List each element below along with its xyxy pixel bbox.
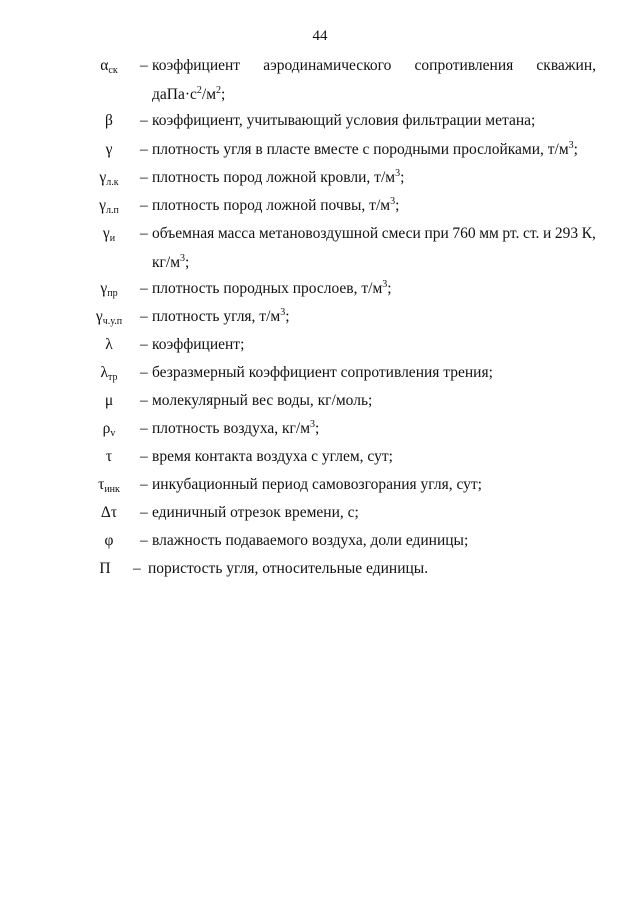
definition: плотность угля, $т/м^3$; (152, 307, 290, 325)
definition: коэффициент; (152, 336, 245, 353)
dash: – (140, 197, 148, 214)
definition: безразмерный коэффициент сопротивления трения; (152, 364, 493, 381)
definition: время контакта воздуха с углем, сут; (152, 448, 393, 465)
symbol: φ (104, 532, 114, 549)
definition: плотность пород ложной почвы, $т/м^3$; (152, 196, 400, 214)
dash: – (140, 280, 148, 297)
symbol: $\tau_{инк}$ (98, 476, 120, 495)
symbol: $\lambda_{тр}$ (100, 364, 118, 383)
dash: – (140, 225, 148, 242)
definition: единичный отрезок времени, с; (152, 504, 359, 521)
definition: плотность породных прослоев, $т/м^3$; (152, 279, 392, 297)
dash: – (140, 308, 148, 325)
symbol: $\gamma_{ч.у.п}$ (95, 308, 123, 327)
dash: – (140, 420, 148, 437)
dash: – (140, 448, 148, 465)
symbol: γ (105, 141, 113, 158)
symbol: $\gamma_и$ (102, 225, 116, 244)
symbol: β (105, 112, 113, 129)
symbol: Δτ (100, 504, 118, 521)
dash: – (140, 141, 148, 158)
definition: молекулярный вес воды, кг/моль; (152, 392, 373, 409)
definition: объемная масса метановоздушной смеси при 760 мм рт. ст. и 293 К, $кг/м^3$; (152, 225, 596, 271)
dash: – (140, 336, 148, 353)
symbol: $\gamma_{л.к}$ (99, 169, 119, 188)
dash: – (140, 392, 148, 409)
dash: – (140, 169, 148, 186)
definition: пористость угля, относительные единицы. (148, 560, 429, 577)
dash: – (140, 112, 148, 129)
page-number: 44 (312, 28, 328, 44)
symbol: $\alpha_{ск}$ (100, 57, 118, 76)
definition: плотность угля в пласте вместе с породными прослойками, $т/м^3$; (152, 140, 578, 158)
symbol: $\gamma_{пр}$ (100, 280, 118, 299)
symbol: $\rho_v$ (102, 420, 116, 439)
dash: – (140, 504, 148, 521)
symbol: П (99, 560, 111, 577)
definition: инкубационный период самовозгорания угля, сут; (152, 476, 482, 493)
dash: – (140, 57, 148, 74)
definition: коэффициент аэродинамического сопротивления скважин, $даПа\cdot с^2/м^2$; (152, 57, 596, 103)
dash: – (140, 476, 148, 493)
dash: – (133, 560, 141, 577)
definition: коэффициент, учитывающий условия фильтрации метана; (152, 112, 536, 129)
symbol: μ (104, 392, 114, 409)
dash: – (140, 532, 148, 549)
symbol: λ (105, 336, 113, 353)
definition: плотность пород ложной кровли, $т/м^3$; (152, 168, 405, 186)
symbol: τ (105, 448, 113, 465)
symbol: $\gamma_{л.п}$ (99, 197, 119, 216)
definition: влажность подаваемого воздуха, доли единицы; (152, 532, 469, 549)
definition: плотность воздуха, $кг/м^3$; (152, 419, 320, 437)
dash: – (140, 364, 148, 381)
